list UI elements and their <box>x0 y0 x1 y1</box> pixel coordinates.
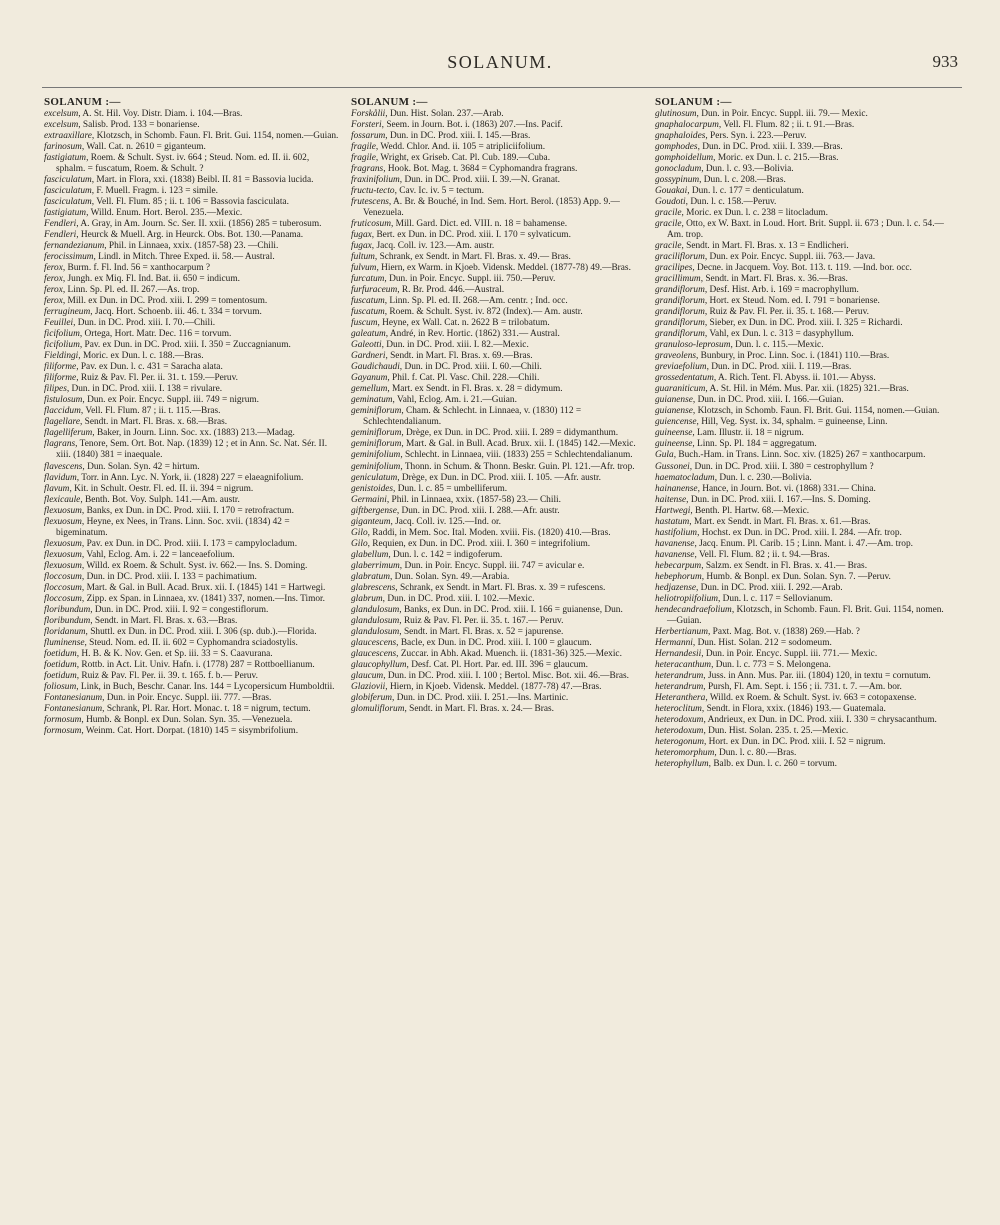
index-entry: fuscum, Heyne, ex Wall. Cat. n. 2622 B = trilobatum. <box>351 318 550 329</box>
index-entry: Gilo, Requien, ex Dun. in DC. Prod. xiii. I. 360 = integrifolium. <box>351 538 591 549</box>
index-entry: fastigiatum, Willd. Enum. Hort. Berol. 235.—Mexic. <box>44 208 243 219</box>
index-entry: ferocissimum, Lindl. in Mitch. Three Exped. ii. 58.— Austral. <box>44 252 275 263</box>
index-entry: flavidum, Torr. in Ann. Lyc. N. York, ii. (1828) 227 = elaeagnifolium. <box>44 472 304 483</box>
index-entry: fuscatum, Linn. Sp. Pl. ed. II. 268.—Am. centr. ; Ind. occ. <box>351 296 568 307</box>
index-entry: fraxinifolium, Dun. in DC. Prod. xiii. I. 39.—N. Granat. <box>351 175 560 186</box>
index-entry: gomphodes, Dun. in DC. Prod. xiii. I. 339.—Bras. <box>655 142 843 153</box>
index-entry: haitense, Dun. in DC. Prod. xiii. I. 167.—Ins. S. Doming. <box>655 494 871 505</box>
index-entry: fugax, Bert. ex Dun. in DC. Prod. xiii. I. 170 = sylvaticum. <box>351 230 571 241</box>
index-entry: hebecarpum, Salzm. ex Sendt. in Fl. Bras. x. 41.— Bras. <box>655 560 868 571</box>
index-entry: flavescens, Dun. Solan. Syn. 42 = hirtum. <box>44 461 200 472</box>
index-entry: Fontanesianum, Schrank, Pl. Rar. Hort. Monac. t. 18 = nigrum, tectum. <box>44 703 311 714</box>
index-entry: floridanum, Shuttl. ex Dun. in DC. Prod. xiii. I. 306 (sp. dub.).—Florida. <box>44 626 317 637</box>
index-entry: Gussonei, Dun. in DC. Prod. xiii. I. 380 = cestrophyllum ? <box>655 461 874 472</box>
index-entry: Glaziovii, Hiern, in Kjoeb. Vidensk. Meddel. (1877-78) 47.—Bras. <box>351 681 602 692</box>
index-entry: ficifolium, Pav. ex Dun. in DC. Prod. xiii. I. 350 = Zuccagnianum. <box>44 340 291 351</box>
index-entry: Heteranthera, Willd. ex Roem. & Schult. Syst. iv. 663 = cotopaxense. <box>655 692 917 703</box>
index-entry: flaccidum, Vell. Fl. Flum. 87 ; ii. t. 115.—Bras. <box>44 406 221 417</box>
index-entry: floccosum, Mart. & Gal. in Bull. Acad. Brux. xii. I. (1845) 141 = Hartwegi. <box>44 582 326 593</box>
index-entry: Goudoti, Dun. l. c. 158.—Peruv. <box>655 197 777 208</box>
index-entry: foliosum, Link, in Buch, Beschr. Canar. Ins. 144 = Lycopersicum Humboldtii. <box>44 681 335 692</box>
column-middle <box>351 96 647 715</box>
index-entry: glomuliflorum, Sendt. in Mart. Fl. Bras. x. 24.— Bras. <box>351 703 554 714</box>
index-entry: ferox, Burm. f. Fl. Ind. 56 = xanthocarpum ? <box>44 263 211 274</box>
index-entry: glandulosum, Ruiz & Pav. Fl. Per. ii. 35. t. 167.— Peruv. <box>351 615 564 626</box>
index-entry: fasciculatum, Mart. in Flora, xxi. (1838) Beibl. II. 81 = Bassovia lucida. <box>44 175 314 186</box>
index-entry: heteroclitum, Sendt. in Flora, xxix. (1846) 193.— Guatemala. <box>655 703 886 714</box>
index-entry: fragrans, Hook. Bot. Mag. t. 3684 = Cyphomandra fragrans. <box>351 164 578 175</box>
index-entry: furfuraceum, R. Br. Prod. 446.—Austral. <box>351 285 505 296</box>
index-entry: galeatum, André, in Rev. Hortic. (1862) 331.— Austral. <box>351 329 560 340</box>
index-entry: excelsum, A. St. Hil. Voy. Distr. Diam. i. 104.—Bras. <box>44 109 243 119</box>
index-entry: fructu-tecto, Cav. Ic. iv. 5 = tectum. <box>351 186 485 197</box>
index-entry: glabellum, Dun. l. c. 142 = indigoferum. <box>351 549 503 560</box>
index-entry: filipes, Dun. in DC. Prod. xiii. I. 138 = rivulare. <box>44 384 223 395</box>
index-entry: genistoides, Dun. l. c. 85 = umbelliferum. <box>351 483 508 494</box>
index-entry: guineense, Linn. Sp. Pl. 184 = aggregatum. <box>655 439 817 450</box>
index-entry: hedjazense, Dun. in DC. Prod. xiii. I. 292.—Arab. <box>655 582 843 593</box>
index-entry: fugax, Jacq. Coll. iv. 123.—Am. austr. <box>351 241 495 252</box>
index-entry: geminifolium, Thonn. in Schum. & Thonn. Beskr. Guin. Pl. 121.—Afr. trop. <box>351 461 635 472</box>
index-entry: fernandezianum, Phil. in Linnaea, xxix. (1857-58) 23. —Chili. <box>44 241 279 252</box>
index-entry: flexuosum, Pav. ex Dun. in DC. Prod. xiii. I. 173 = campylocladum. <box>44 538 298 549</box>
index-entry: flagrans, Tenore, Sem. Ort. Bot. Nap. (1839) 12 ; et in Ann. Sc. Nat. Sér. II. xiii. (1840) 381 = inaequale. <box>44 439 328 461</box>
index-entry: Gilo, Raddi, in Mem. Soc. Ital. Moden. xviii. Fis. (1820) 410.—Bras. <box>351 527 611 538</box>
header-rule <box>42 87 962 88</box>
index-entry: floribundum, Dun. in DC. Prod. xiii. I. 92 = congestiflorum. <box>44 604 269 615</box>
index-entry: ferox, Mill. ex Dun. in DC. Prod. xiii. I. 299 = tomentosum. <box>44 296 268 307</box>
index-entry: excelsum, Salisb. Prod. 133 = bonariense. <box>44 120 200 131</box>
index-entry: gonocladum, Dun. l. c. 93.—Bolivia. <box>655 164 794 175</box>
index-entry: havanense, Jacq. Enum. Pl. Carib. 15 ; Linn. Mant. i. 47.—Am. trop. <box>655 538 913 549</box>
index-entry: grandiflorum, Desf. Hist. Arb. i. 169 = macrophyllum. <box>655 285 859 296</box>
index-entry: ferox, Jungh. ex Miq. Fl. Ind. Bat. ii. 650 = indicum. <box>44 274 240 285</box>
entry-list <box>351 109 647 715</box>
index-entry: Hernandesii, Dun. in Poir. Encyc. Suppl. iii. 771.— Mexic. <box>655 648 878 659</box>
index-entry: gracile, Sendt. in Mart. Fl. Bras. x. 13 = Endlicheri. <box>655 241 849 252</box>
index-entry: flagelliferum, Baker, in Journ. Linn. Soc. xx. (1883) 213.—Madag. <box>44 428 295 439</box>
index-entry: heterodoxum, Dun. Hist. Solan. 235. t. 25.—Mexic. <box>655 725 849 736</box>
index-entry: hainanense, Hance, in Journ. Bot. vi. (1868) 331.— China. <box>655 483 876 494</box>
index-entry: geminatum, Vahl, Eclog. Am. i. 21.—Guian. <box>351 395 517 406</box>
index-entry: Fendleri, A. Gray, in Am. Journ. Sc. Ser. II. xxii. (1856) 285 = tuberosum. <box>44 219 322 230</box>
index-entry: Fontanesianum, Dun. in Poir. Encyc. Suppl. iii. 777. —Bras. <box>44 692 272 703</box>
index-entry: flagellare, Sendt. in Mart. Fl. Bras. x. 68.—Bras. <box>44 417 228 428</box>
index-entry: hastifolium, Hochst. ex Dun. in DC. Prod. xiii. I. 284. —Afr. trop. <box>655 527 902 538</box>
index-entry: fragile, Wedd. Chlor. And. ii. 105 = atripliciifolium. <box>351 142 546 153</box>
index-entry: geminiflorum, Mart. & Gal. in Bull. Acad. Brux. xii. I. (1845) 142.—Mexic. <box>351 439 636 450</box>
index-entry: giganteum, Jacq. Coll. iv. 125.—Ind. or. <box>351 516 501 527</box>
column-left <box>44 96 340 737</box>
index-entry: guianense, Dun. in DC. Prod. xiii. I. 166.—Guian. <box>655 395 844 406</box>
index-entry: globiferum, Dun. in DC. Prod. xiii. I. 251.—Ins. Martinic. <box>351 692 569 703</box>
index-entry: gnaphalocarpum, Vell. Fl. Flum. 82 ; ii. t. 91.—Bras. <box>655 120 855 131</box>
index-entry: grandiflorum, Ruiz & Pav. Fl. Per. ii. 35. t. 168.— Peruv. <box>655 307 869 318</box>
page-title: SOLANUM. <box>447 52 553 72</box>
index-entry: glabrescens, Schrank, ex Sendt. in Mart. Fl. Bras. x. 39 = rufescens. <box>351 582 606 593</box>
column-heading: SOLANUM :— <box>351 96 428 108</box>
index-entry: grossedentatum, A. Rich. Tent. Fl. Abyss. ii. 101.— Abyss. <box>655 373 876 384</box>
index-entry: granuloso-leprosum, Dun. l. c. 115.—Mexic. <box>655 340 824 351</box>
index-entry: fragile, Wright, ex Griseb. Cat. Pl. Cub. 189.—Cuba. <box>351 153 551 164</box>
index-entry: Hermanni, Dun. Hist. Solan. 212 = sodomeum. <box>655 637 832 648</box>
index-entry: heliotropiifolium, Dun. l. c. 117 = Sellovianum. <box>655 593 833 604</box>
index-entry: hastatum, Mart. ex Sendt. in Mart. Fl. Bras. x. 61.—Bras. <box>655 516 871 527</box>
index-entry: foetidum, H. B. & K. Nov. Gen. et Sp. iii. 33 = S. Caavurana. <box>44 648 273 659</box>
index-entry: filiforme, Ruiz & Pav. Fl. Per. ii. 31. t. 159.—Peruv. <box>44 373 238 384</box>
index-entry: Herbertianum, Paxt. Mag. Bot. v. (1838) 269.—Hab. ? <box>655 626 860 637</box>
index-entry: foetidum, Rottb. in Act. Lit. Univ. Hafn. i. (1778) 287 = Rottboellianum. <box>44 659 315 670</box>
index-entry: Germaini, Phil. in Linnaea, xxix. (1857-58) 23.— Chili. <box>351 494 561 505</box>
index-entry: furcatum, Dun. in Poir. Encyc. Suppl. iii. 750.—Peruv. <box>351 274 556 285</box>
index-entry: grandiflorum, Hort. ex Steud. Nom. ed. I. 791 = bonariense. <box>655 296 880 307</box>
index-entry: glaucum, Dun. in DC. Prod. xiii. I. 100 ; Bertol. Misc. Bot. xii. 46.—Bras. <box>351 670 629 681</box>
index-entry: glandulosum, Banks, ex Dun. in DC. Prod. xiii. I. 166 = guianense, Dun. <box>351 604 623 615</box>
index-entry: Feuillei, Dun. in DC. Prod. xiii. I. 70.—Chili. <box>44 318 216 329</box>
index-entry: heterandrum, Pursh, Fl. Am. Sept. i. 156 ; ii. 731. t. 7. —Am. bor. <box>655 681 902 692</box>
index-entry: graveolens, Bunbury, in Proc. Linn. Soc. i. (1841) 110.—Bras. <box>655 351 890 362</box>
index-entry: glaucophyllum, Desf. Cat. Pl. Hort. Par. ed. III. 396 = glaucum. <box>351 659 589 670</box>
index-entry: flexuosum, Willd. ex Roem. & Schult. Syst. iv. 662.— Ins. S. Doming. <box>44 560 308 571</box>
index-entry: ficifolium, Ortega, Hort. Matr. Dec. 116 = torvum. <box>44 329 232 340</box>
index-entry: flexuosum, Banks, ex Dun. in DC. Prod. xiii. I. 170 = retrofractum. <box>44 505 294 516</box>
index-entry: fasciculatum, F. Muell. Fragm. i. 123 = simile. <box>44 186 218 197</box>
index-entry: fuscatum, Roem. & Schult. Syst. iv. 872 (Index).— Am. austr. <box>351 307 583 318</box>
index-entry: heterodoxum, Andrieux, ex Dun. in DC. Prod. xiii. I. 330 = chrysacanthum. <box>655 714 937 725</box>
index-entry: gemellum, Mart. ex Sendt. in Fl. Bras. x. 28 = didymum. <box>351 384 563 395</box>
index-entry: geminifolium, Schlecht. in Linnaea, viii. (1833) 255 = Schlechtendalianum. <box>351 450 633 461</box>
index-entry: geminiflorum, Cham. & Schlecht. in Linnaea, v. (1830) 112 = Schlechtendalianum. <box>351 406 582 428</box>
index-entry: flexicaule, Benth. Bot. Voy. Sulph. 141.—Am. austr. <box>44 494 240 505</box>
index-entry: glutinosum, Dun. in Poir. Encyc. Suppl. iii. 79.— Mexic. <box>655 109 868 119</box>
index-entry: flexuosum, Vahl, Eclog. Am. i. 22 = lanceaefolium. <box>44 549 235 560</box>
index-entry: Gaudichaudi, Dun. in DC. Prod. xiii. I. 60.—Chili. <box>351 362 542 373</box>
index-entry: Forskålii, Dun. Hist. Solan. 237.—Arab. <box>351 109 504 119</box>
index-entry: gracilipes, Decne. in Jacquem. Voy. Bot. 113. t. 119. —Ind. bor. occ. <box>655 263 912 274</box>
entry-list <box>655 109 951 770</box>
index-entry: havanense, Vell. Fl. Flum. 82 ; ii. t. 94.—Bras. <box>655 549 830 560</box>
index-entry: filiforme, Pav. ex Dun. l. c. 431 = Saracha alata. <box>44 362 223 373</box>
column-right <box>655 96 951 770</box>
index-entry: glaucescens, Zuccar. in Abh. Akad. Muench. ii. (1831-36) 325.—Mexic. <box>351 648 622 659</box>
index-entry: grandiflorum, Vahl, ex Dun. l. c. 313 = dasyphyllum. <box>655 329 854 340</box>
index-entry: floccosum, Dun. in DC. Prod. xiii. I. 133 = pachimatium. <box>44 571 257 582</box>
index-entry: grandiflorum, Sieber, ex Dun. in DC. Prod. xiii. I. 325 = Richardi. <box>655 318 903 329</box>
index-entry: Fieldingi, Moric. ex Dun. l. c. 188.—Bras. <box>44 351 204 362</box>
index-entry: Gayanum, Phil. f. Cat. Pl. Vasc. Chil. 228.—Chili. <box>351 373 540 384</box>
index-entry: fistulosum, Dun. ex Poir. Encyc. Suppl. iii. 749 = nigrum. <box>44 395 259 406</box>
index-entry: formosum, Humb. & Bonpl. ex Dun. Solan. Syn. 35. —Venezuela. <box>44 714 293 725</box>
index-entry: gracile, Otto, ex W. Baxt. in Loud. Hort. Brit. Suppl. ii. 673 ; Dun. l. c. 54.—Am. trop. <box>655 219 944 241</box>
index-entry: glabrum, Dun. in DC. Prod. xiii. I. 102.—Mexic. <box>351 593 535 604</box>
index-entry: fluminense, Steud. Nom. ed. II. ii. 602 = Cyphomandra sciadostylis. <box>44 637 298 648</box>
index-entry: heteracanthum, Dun. l. c. 773 = S. Melongena. <box>655 659 831 670</box>
index-entry: graciliflorum, Dun. ex Poir. Encyc. Suppl. iii. 763.— Java. <box>655 252 876 263</box>
index-entry: formosum, Weinm. Cat. Hort. Dorpat. (1810) 145 = sisymbrifolium. <box>44 725 299 736</box>
page-number: 933 <box>932 52 958 71</box>
index-entry: guaraniticum, A. St. Hil. in Mém. Mus. Par. xii. (1825) 321.—Bras. <box>655 384 909 395</box>
index-entry: giftbergense, Dun. in DC. Prod. xiii. I. 288.—Afr. austr. <box>351 505 560 516</box>
index-entry: hendecandraefolium, Klotzsch, in Schomb. Faun. Fl. Brit. Gui. 1154, nomen.—Guian. <box>655 604 944 626</box>
index-entry: glaucescens, Bacle, ex Dun. in DC. Prod. xiii. I. 100 = glaucum. <box>351 637 592 648</box>
index-entry: ferrugineum, Jacq. Hort. Schoenb. iii. 46. t. 334 = torvum. <box>44 307 262 318</box>
index-entry: fultum, Schrank, ex Sendt. in Mart. Fl. Bras. x. 49.— Bras. <box>351 252 571 263</box>
index-entry: geniculatum, Drège, ex Dun. in DC. Prod. xiii. I. 105. —Afr. austr. <box>351 472 601 483</box>
index-entry: frutescens, A. Br. & Bouché, in Ind. Sem. Hort. Berol. (1853) App. 9.—Venezuela. <box>351 197 620 219</box>
index-entry: floribundum, Sendt. in Mart. Fl. Bras. x. 63.—Bras. <box>44 615 238 626</box>
index-entry: heterophyllum, Balb. ex Dun. l. c. 260 = torvum. <box>655 758 837 769</box>
index-entry: flavum, Kit. in Schult. Oestr. Fl. ed. II. ii. 394 = nigrum. <box>44 483 254 494</box>
index-entry: heterandrum, Juss. in Ann. Mus. Par. iii. (1804) 120, in textu = cornutum. <box>655 670 931 681</box>
index-entry: fastigiatum, Roem. & Schult. Syst. iv. 664 ; Steud. Nom. ed. II. ii. 602, sphalm. = fuscatum, Roem. & Schult. ? <box>44 153 310 175</box>
index-entry: glabratum, Dun. Solan. Syn. 49.—Arabia. <box>351 571 510 582</box>
index-entry: fruticosum, Mill. Gard. Dict. ed. VIII. n. 18 = bahamense. <box>351 219 568 230</box>
index-entry: guiencense, Hill, Veg. Syst. ix. 34, sphalm. = guineense, Linn. <box>655 417 888 428</box>
index-entry: glandulosum, Sendt. in Mart. Fl. Bras. x. 52 = japurense. <box>351 626 564 637</box>
index-entry: Gouakai, Dun. l. c. 177 = denticulatum. <box>655 186 804 197</box>
index-entry: Fendleri, Heurck & Muell. Arg. in Heurck. Obs. Bot. 130.—Panama. <box>44 230 304 241</box>
index-entry: haematocladum, Dun. l. c. 230.—Bolivia. <box>655 472 812 483</box>
index-entry: ferox, Linn. Sp. Pl. ed. II. 267.—As. trop. <box>44 285 200 296</box>
index-entry: fossarum, Dun. in DC. Prod. xiii. I. 145.—Bras. <box>351 131 531 142</box>
index-entry: Hartwegi, Benth. Pl. Hartw. 68.—Mexic. <box>655 505 810 516</box>
index-entry: guianense, Klotzsch, in Schomb. Faun. Fl. Brit. Gui. 1154, nomen.—Guian. <box>655 406 940 417</box>
index-entry: fulvum, Hiern, ex Warm. in Kjoeb. Vidensk. Meddel. (1877-78) 49.—Bras. <box>351 263 631 274</box>
index-entry: farinosum, Wall. Cat. n. 2610 = giganteum. <box>44 142 206 153</box>
index-entry: Gula, Buch.-Ham. in Trans. Linn. Soc. xiv. (1825) 267 = xanthocarpum. <box>655 450 926 461</box>
index-entry: gracillimum, Sendt. in Mart. Fl. Bras. x. 36.—Bras. <box>655 274 848 285</box>
index-entry: glaberrimum, Dun. in Poir. Encyc. Suppl. iii. 747 = avicular e. <box>351 560 585 571</box>
column-heading: SOLANUM :— <box>44 96 121 108</box>
index-entry: fasciculatum, Vell. Fl. Flum. 85 ; ii. t. 106 = Bassovia fasciculata. <box>44 197 289 208</box>
entry-list <box>44 109 340 737</box>
index-entry: floccosum, Zipp. ex Span. in Linnaea, xv. (1841) 337, nomen.—Ins. Timor. <box>44 593 325 604</box>
index-entry: hebephorum, Humb. & Bonpl. ex Dun. Solan. Syn. 7. —Peruv. <box>655 571 891 582</box>
index-entry: greviaefolium, Dun. in DC. Prod. xiii. I. 119.—Bras. <box>655 362 852 373</box>
index-entry: gnaphaloides, Pers. Syn. i. 223.—Peruv. <box>655 131 807 142</box>
index-entry: foetidum, Ruiz & Pav. Fl. Per. ii. 39. t. 165. f. b.— Peruv. <box>44 670 258 681</box>
index-entry: extraaxillare, Klotzsch, in Schomb. Faun. Fl. Brit. Gui. 1154, nomen.—Guian. <box>44 131 339 142</box>
index-entry: guineense, Lam. Illustr. ii. 18 = nigrum. <box>655 428 804 439</box>
index-entry: heterogonum, Hort. ex Dun. in DC. Prod. xiii. I. 52 = nigrum. <box>655 736 886 747</box>
column-heading: SOLANUM :— <box>655 96 732 108</box>
index-entry: Galeotti, Dun. in DC. Prod. xiii. I. 82.—Mexic. <box>351 340 529 351</box>
index-entry: heteromorphum, Dun. l. c. 80.—Bras. <box>655 747 797 758</box>
index-entry: flexuosum, Heyne, ex Nees, in Trans. Linn. Soc. xvii. (1834) 42 = bigeminatum. <box>44 516 290 538</box>
index-entry: Forsteri, Seem. in Journ. Bot. i. (1863) 207.—Ins. Pacif. <box>351 120 563 131</box>
index-entry: gomphoidellum, Moric. ex Dun. l. c. 215.—Bras. <box>655 153 839 164</box>
index-entry: gracile, Moric. ex Dun. l. c. 238 = litocladum. <box>655 208 828 219</box>
index-entry: Gardneri, Sendt. in Mart. Fl. Bras. x. 69.—Bras. <box>351 351 533 362</box>
index-entry: geminiflorum, Drège, ex Dun. in DC. Prod. xiii. I. 289 = didymanthum. <box>351 428 619 439</box>
index-entry: gossypinum, Dun. l. c. 208.—Bras. <box>655 175 786 186</box>
